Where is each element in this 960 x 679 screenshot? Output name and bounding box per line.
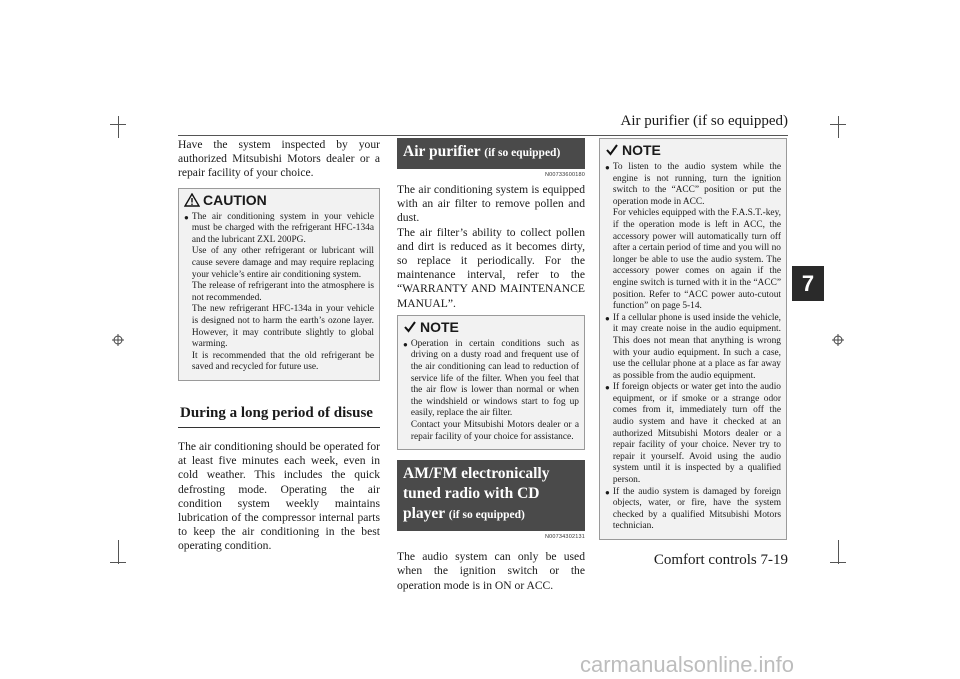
note-text: If the audio system is damaged by foreign objects, water, or fire, have the system checked by a qualified Mitsubishi Motors technician. — [612, 486, 781, 532]
column-left — [178, 138, 380, 554]
radio-heading — [397, 460, 585, 531]
heading-main: AM/FM electronically tuned radio with CD player — [403, 465, 550, 523]
registration-mark-icon — [112, 334, 124, 346]
crop-mark — [110, 124, 126, 125]
checkmark-icon — [605, 143, 619, 157]
note-item — [605, 313, 781, 383]
note-text: To listen to the audio system while the engine is not running, turn the ignition switch to the “ACC” position or put the operation mode in ACC. For vehicles equipped with the F.A.S.T.-key, if the operation mode is left in ACC, the accessory power will automatically turn off after a certain period of time and you will no longer be able to use the audio system. The accessory power comes on again if the engine switch is turned with it in the “ACC” position. Refer to “ACC power auto-cutout function” on page 5-14. — [612, 162, 781, 312]
note-box — [599, 138, 787, 540]
note-text: If a cellular phone is used inside the vehicle, it may create noise in the audio equipment. This does not mean that anything is wrong with your audio equipment. In such a case, use the cellular phone at a place as far away as possible from the audio equipment. — [612, 312, 781, 381]
audio-text: The audio system can only be used when the ignition switch or the operation mode is in ON or ACC. — [397, 550, 585, 592]
note-label: NOTE — [622, 142, 661, 158]
column-middle — [397, 138, 585, 593]
disuse-section — [178, 401, 380, 428]
column-right — [599, 138, 787, 540]
air-purifier-heading — [397, 138, 585, 169]
bullet-icon: ● — [605, 163, 610, 172]
disuse-text: The air conditioning should be operated for at least five minutes each week, even in cold weather. This includes the quick defrosting mode. Operating the air condition system weekly maintains lubrication of the compressor internal parts to keep the air conditioning in the best operating condition. — [178, 439, 380, 553]
reference-code: N00734302131 — [544, 534, 585, 541]
page-header-title: Air purifier (if so equipped) — [620, 113, 788, 129]
warning-triangle-icon — [184, 193, 200, 207]
header-rule — [178, 135, 788, 136]
page-footer: Comfort controls 7-19 — [653, 552, 788, 568]
crop-mark — [838, 540, 839, 564]
crop-mark — [838, 116, 839, 138]
note-item — [403, 339, 579, 443]
note-item — [605, 162, 781, 313]
note-header — [403, 319, 579, 335]
bullet-icon: ● — [403, 339, 408, 349]
crop-mark — [110, 562, 126, 563]
reference-code: N00733600180 — [544, 172, 585, 178]
bullet-icon: ● — [184, 212, 189, 222]
note-item — [605, 382, 781, 486]
note-box — [397, 315, 585, 450]
note-header — [605, 142, 781, 158]
caution-box — [178, 188, 380, 381]
registration-mark-icon — [832, 334, 844, 346]
watermark: carmanualsonline.info — [580, 652, 795, 677]
caution-label: CAUTION — [203, 191, 267, 208]
intro-text: Have the system inspected by your authorized Mitsubishi Motors dealer or a repair facility of your choice. — [178, 138, 380, 180]
crop-mark — [118, 540, 119, 564]
note-label: NOTE — [420, 318, 459, 335]
chapter-tab: 7 — [792, 266, 824, 301]
heading-sub: (if so equipped) — [448, 509, 525, 522]
bullet-icon: ● — [605, 313, 610, 323]
crop-mark — [830, 562, 846, 563]
heading-sub: (if so equipped) — [484, 147, 561, 159]
section-title: During a long period of disuse — [178, 401, 380, 428]
caution-header — [184, 192, 374, 208]
caution-item — [184, 212, 374, 374]
bullet-icon: ● — [605, 383, 610, 393]
note-item — [605, 487, 781, 533]
caution-text: The air conditioning system in your vehicle must be charged with the refrigerant HFC-134a and the lubricant ZXL 200PG. Use of any other refrigerant or lubricant will cause severe damage and may require replacing your vehicle’s entire air conditioning system. The release of refrigerant into the atmosphere is not recommended. The new refrigerant HFC-134a in your vehicle is designed not to harm the earth’s ozone layer. However, it may contribute slightly to global warming. It is recommended that the old refrigerant be saved and recycled for future use. — [191, 211, 374, 373]
crop-mark — [118, 116, 119, 138]
note-text: Operation in certain conditions such as driving on a dusty road and frequent use of the air conditioning can lead to reduction of service life of the filter. When you feel that the air flow is lower than normal or when the windshield or windows start to fog up easily, replace the air filter. Contact your Mitsubishi Motors dealer or a repair facility of your choice for assistance. — [410, 338, 579, 442]
checkmark-icon — [403, 320, 417, 334]
crop-mark — [830, 124, 846, 125]
note-text: If foreign objects or water get into the audio equipment, or if smoke or a strange odor comes from it, immediately turn off the audio system and have it checked at an authorized Mitsubishi Motors dealer or a repair facility of your choice. Never try to repair it yourself. Avoid using the audio system until it is inspected by a qualified person. — [612, 382, 781, 486]
heading-main: Air purifier — [403, 143, 481, 160]
bullet-icon: ● — [605, 487, 610, 497]
air-filter-text: The air conditioning system is equipped with an air filter to remove pollen and dust. The air filter’s ability to collect pollen and dirt is reduced as it becomes dirty, so replace it periodically. For the maintenance interval, refer to the “WARRANTY AND MAINTENANCE MANUAL”. — [397, 183, 585, 310]
